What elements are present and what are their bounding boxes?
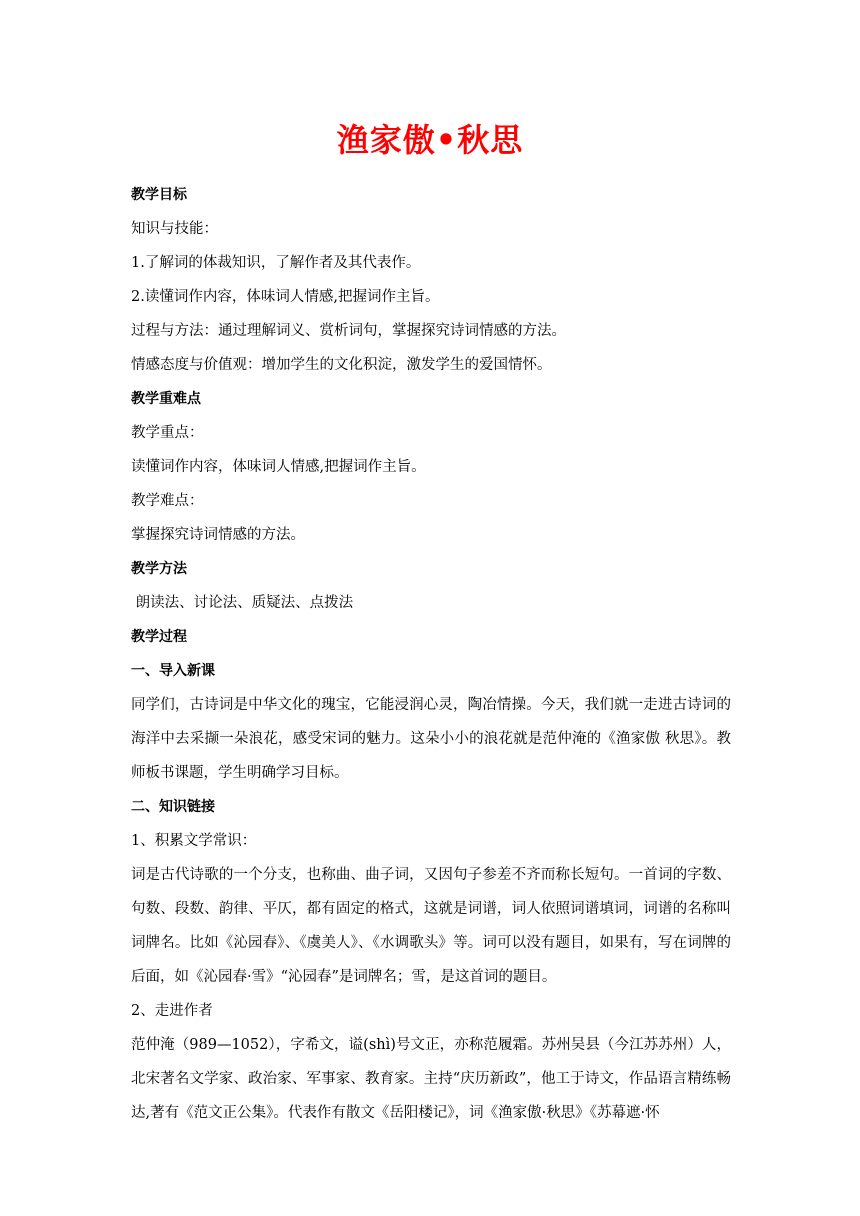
sub2-paragraph: 范仲淹（989—1052），字希文，谥(shì)号文正，亦称范履霜。苏州吴县（今江苏苏州）人，北宋著名文学家、政治家、军事家、教育家。主持“庆历新政”，他工于诗文，作品语言精练畅达,著有《范文正公集》。代表作有散文《岳阳楼记》，词《渔家傲·秋思》《苏幕遮·怀 (131, 1037, 731, 1121)
key-points-heading: 教学重难点 (131, 391, 201, 407)
methods-heading: 教学方法 (131, 561, 187, 577)
key-point-label: 教学重点： (131, 425, 204, 441)
document-body (131, 178, 731, 1130)
document-title: 渔家傲•秋思 (336, 121, 524, 159)
part2-heading: 二、知识链接 (131, 799, 215, 815)
part1-paragraph: 同学们，古诗词是中华文化的瑰宝，它能浸润心灵，陶冶情操。今天，我们就一走进古诗词的海洋中去采撷一朵浪花，感受宋词的魅力。这朵小小的浪花就是范仲淹的《渔家傲 秋思》。教师板书课题，学生明确学习目标。 (131, 697, 731, 781)
sub1-label: 1、积累文学常识： (131, 833, 257, 849)
key-point-text: 读懂词作内容，体味词人情感,把握词作主旨。 (131, 459, 426, 475)
methods-text: 朗读法、讨论法、质疑法、点拨法 (131, 595, 354, 611)
sub1-paragraph: 词是古代诗歌的一个分支，也称曲、曲子词，又因句子参差不齐而称长短句。一首词的字数、句数、段数、韵律、平仄，都有固定的格式，这就是词谱，词人依照词谱填词，词谱的名称叫词牌名。比如《沁园春》、《虞美人》、《水调歌头》等。词可以没有题目，如果有，写在词牌的后面，如《沁园春·雪》“沁园春”是词牌名；雪，是这首词的题目。 (131, 867, 731, 985)
emotion-values-text: 情感态度与价值观：增加学生的文化积淀，激发学生的爱国情怀。 (131, 357, 552, 373)
goal-item-2: 2.读懂词作内容，体味词人情感,把握词作主旨。 (131, 289, 440, 305)
goals-heading: 教学目标 (131, 187, 187, 203)
goal-item-1: 1.了解词的体裁知识，了解作者及其代表作。 (131, 255, 421, 271)
knowledge-skill-label: 知识与技能： (131, 221, 218, 237)
difficulty-label: 教学难点： (131, 493, 204, 509)
part1-heading: 一、导入新课 (131, 663, 215, 679)
process-method-text: 过程与方法：通过理解词义、赏析词句，掌握探究诗词情感的方法。 (131, 323, 566, 339)
process-heading: 教学过程 (131, 629, 187, 645)
sub2-label: 2、走进作者 (131, 1003, 213, 1019)
difficulty-text: 掌握探究诗词情感的方法。 (131, 527, 305, 543)
